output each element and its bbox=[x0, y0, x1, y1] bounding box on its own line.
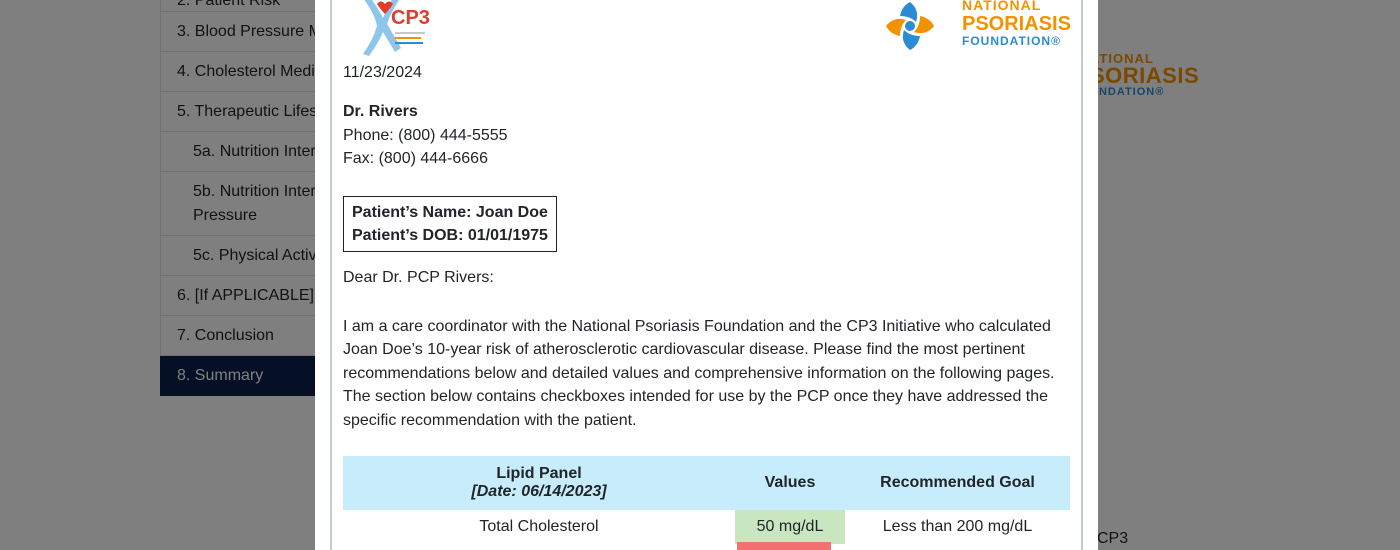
npf-logo-line2: PSORIASIS bbox=[962, 13, 1071, 35]
lipid-panel-title: Lipid Panel bbox=[496, 465, 582, 482]
row-goal: Less than 200 mg/dL bbox=[882, 518, 1033, 535]
lipid-panel-header bbox=[343, 456, 735, 510]
letter-greeting: Dear Dr. PCP Rivers: bbox=[343, 269, 494, 286]
pinwheel-icon bbox=[886, 2, 934, 50]
values-header: Values bbox=[735, 456, 845, 510]
letter-intro-paragraph: I am a care coordinator with the National Psoriasis Foundation and the CP3 Initiative who calculated Joan Doe’s 10-year risk of atherosclerotic cardiovascular disease. Please find the most pertinent recommendations below and detailed values and comprehensive information on the following pages. The section below contains checkboxes intended for use by the PCP once they have addressed the specific recommendation with the patient. bbox=[343, 318, 1055, 429]
patient-info-box bbox=[343, 196, 557, 252]
lipid-panel-date: [Date: 06/14/2023] bbox=[471, 483, 607, 500]
value-status-indicator bbox=[737, 542, 831, 550]
patient-name: Patient’s Name: Joan Doe bbox=[352, 204, 548, 221]
doctor-phone: Phone: (800) 444-5555 bbox=[343, 127, 508, 144]
letter-date: 11/23/2024 bbox=[343, 64, 422, 81]
patient-dob: Patient’s DOB: 01/01/1975 bbox=[352, 227, 548, 244]
doctor-fax: Fax: (800) 444-6666 bbox=[343, 150, 488, 167]
doctor-name: Dr. Rivers bbox=[343, 103, 418, 120]
npf-logo-line1: NATIONAL bbox=[962, 0, 1042, 13]
recommended-goal-header: Recommended Goal bbox=[845, 456, 1070, 510]
npf-logo-line3: FOUNDATION® bbox=[962, 34, 1061, 48]
cp3-logo bbox=[355, 0, 445, 58]
npf-logo bbox=[872, 0, 1072, 65]
row-value: 50 mg/dL bbox=[735, 510, 845, 544]
lipid-panel-table bbox=[343, 456, 1070, 544]
table-row bbox=[343, 510, 1070, 544]
cp3-logo-text: CP3 bbox=[391, 7, 430, 29]
row-label: Total Cholesterol bbox=[479, 518, 599, 535]
